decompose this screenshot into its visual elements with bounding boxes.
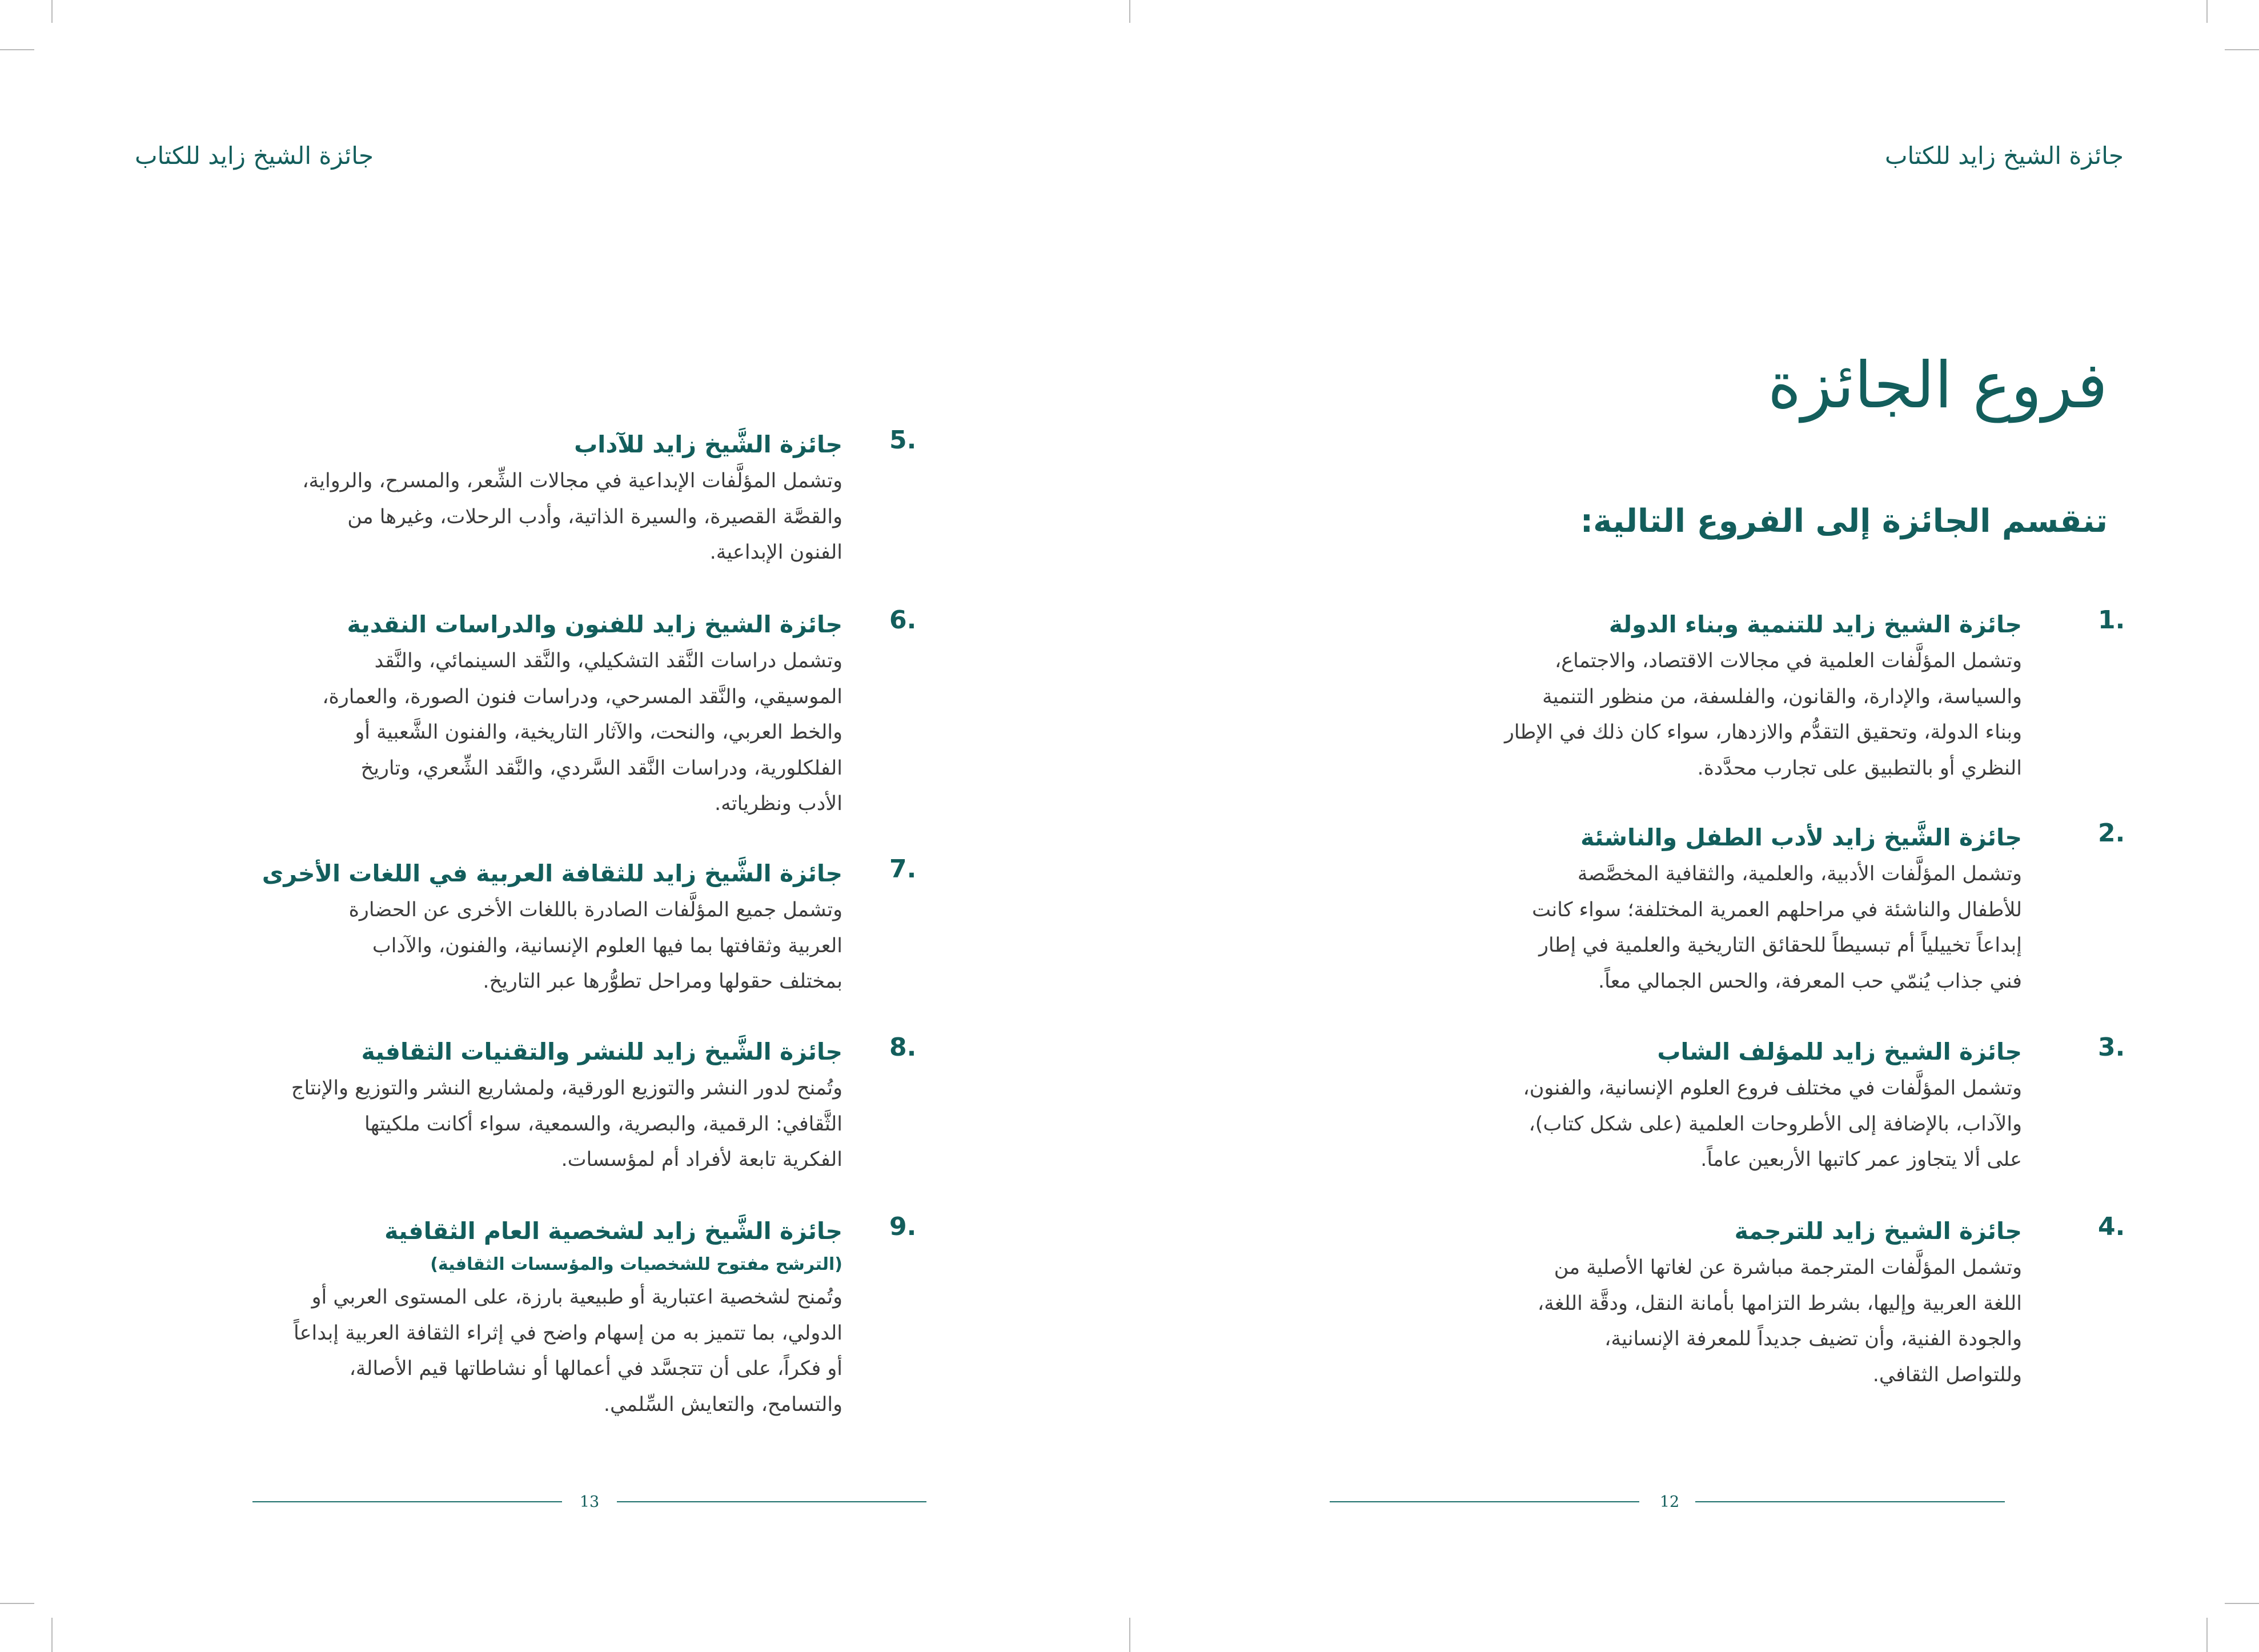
page-number: 13 — [579, 1493, 600, 1511]
item-text-line: الدولي، بما تتميز به من إسهام واضح في إثراء الثقافة العربية إبداعاً — [293, 1321, 842, 1345]
item-text-line: والآداب، بالإضافة إلى الأطروحات العلمية (على شكل كتاب)، — [1528, 1112, 2022, 1136]
item-text-line: والخط العربي، والنحت، والآثار التاريخية، والفنون الشَّعبية أو — [355, 721, 842, 744]
crop-mark — [2225, 49, 2259, 50]
item-text-line: وتُمنح لشخصية اعتبارية أو طبيعية بارزة، على المستوى العربي أو — [311, 1286, 842, 1309]
crop-mark — [1129, 1618, 1130, 1652]
item-text-line: الفلكلورية، ودراسات النَّقد السَّردي، والنَّقد الشِّعري، وتاريخ — [360, 756, 842, 780]
branch-item-2 — [1532, 819, 2125, 999]
crop-mark — [2206, 0, 2208, 23]
branch-item-7 — [262, 855, 917, 1000]
branch-item-9 — [293, 1212, 917, 1422]
crop-mark — [1129, 0, 1130, 23]
item-text-line: إبداعاً تخييلياً أم تبسيطاً للحقائق التاريخية والعلمية في إطار — [1539, 934, 2022, 957]
crop-mark — [0, 1603, 34, 1604]
item-text-line: وتشمل المؤلَّفات الإبداعية في مجالات الشِّعر، والمسرح، والرواية، — [302, 470, 842, 492]
item-text-line: اللغة العربية وإليها، بشرط التزامها بأمانة النقل، ودقَّة اللغة، — [1537, 1292, 2022, 1315]
item-number: 5. — [889, 426, 917, 455]
branch-item-5 — [302, 426, 917, 571]
item-heading: جائزة الشيخ زايد للتنمية وبناء الدولة — [1608, 611, 2022, 638]
crop-mark — [0, 49, 34, 50]
footer-rule — [617, 1501, 926, 1502]
branch-item-3 — [1523, 1033, 2125, 1178]
crop-mark — [51, 0, 53, 23]
item-heading: جائزة الشيخ زايد للفنون والدراسات النقدية — [347, 611, 842, 638]
item-number: 4. — [2098, 1212, 2125, 1241]
item-text-line: الثَّقافي: الرقمية، والبصرية، والسمعية، سواء أكانت ملكيتها — [364, 1112, 842, 1136]
footer-rule — [252, 1501, 562, 1502]
running-head-left: جائزة الشيخ زايد للكتاب — [135, 142, 374, 170]
item-heading: جائزة الشيخ زايد للترجمة — [1734, 1217, 2022, 1245]
item-text-line: وتشمل دراسات النَّقد التشكيلي، والنَّقد السينمائي، والنَّقد — [374, 649, 842, 672]
item-heading: جائزة الشَّيخ زايد لشخصية العام الثقافية — [384, 1217, 842, 1245]
item-text-line: الأدب ونظرياته. — [714, 792, 842, 815]
item-text-line: وتشمل جميع المؤلَّفات الصادرة باللغات الأخرى عن الحضارة — [348, 899, 842, 921]
running-head-right: جائزة الشيخ زايد للكتاب — [1885, 142, 2124, 170]
item-text-line: للأطفال والناشئة في مراحلهم العمرية المختلفة؛ سواء كانت — [1532, 898, 2022, 921]
crop-mark — [2206, 1618, 2208, 1652]
page-subtitle: تنقسم الجائزة إلى الفروع التالية: — [1580, 503, 2108, 540]
item-heading: جائزة الشيخ زايد للمؤلف الشاب — [1657, 1038, 2022, 1065]
footer-rule — [1330, 1501, 1639, 1502]
branch-item-4 — [1537, 1212, 2125, 1393]
item-number: 3. — [2098, 1033, 2125, 1062]
item-text-line: وبناء الدولة، وتحقيق التقدُّم والازدهار، سواء كان ذلك في الإطار — [1504, 721, 2022, 744]
item-text-line: والسياسة، والإدارة، والقانون، والفلسفة، من منظور التنمية — [1542, 685, 2022, 708]
item-text-line: وتشمل المؤلَّفات الأدبية، والعلمية، والثقافية المخصَّصة — [1577, 863, 2022, 885]
item-text-line: والجودة الفنية، وأن تضيف جديداً للمعرفة الإنسانية، — [1604, 1328, 2022, 1350]
item-text-line: والتسامح، والتعايش السِّلمي. — [603, 1393, 842, 1416]
item-heading: جائزة الشَّيخ زايد للنشر والتقنيات الثقافية — [361, 1038, 842, 1065]
item-text-line: والقصَّة القصيرة، والسيرة الذاتية، وأدب الرحلات، وغيرها من — [347, 505, 842, 528]
item-text-line: وتشمل المؤلَّفات المترجمة مباشرة عن لغاتها الأصلية من — [1554, 1256, 2022, 1279]
item-number: 6. — [889, 606, 917, 635]
item-number: 7. — [889, 855, 917, 884]
item-heading: جائزة الشَّيخ زايد للثقافة العربية في اللغات الأخرى — [262, 860, 842, 887]
item-heading: جائزة الشَّيخ زايد لأدب الطفل والناشئة — [1580, 824, 2022, 851]
item-text-line: النظري أو بالتطبيق على تجارب محدَّدة. — [1697, 756, 2022, 780]
item-text-line: الموسيقي، والنَّقد المسرحي، ودراسات فنون الصورة، والعمارة، — [322, 685, 842, 708]
item-text-line: بمختلف حقولها ومراحل تطوُّرها عبر التاريخ. — [483, 970, 842, 993]
page-number: 12 — [1659, 1493, 1680, 1511]
item-text-line: وللتواصل الثقافي. — [1872, 1363, 2022, 1386]
crop-mark — [51, 1618, 53, 1652]
item-text-line: وتشمل المؤلَّفات في مختلف فروع العلوم الإنسانية، والفنون، — [1523, 1077, 2022, 1100]
item-text-line: الفنون الإبداعية. — [709, 541, 842, 564]
crop-mark — [2225, 1603, 2259, 1604]
item-text-line: الفكرية تابعة لأفراد أم لمؤسسات. — [561, 1148, 842, 1171]
item-number: 8. — [889, 1033, 917, 1062]
item-number: 9. — [889, 1212, 917, 1241]
page-title: فروع الجائزة — [1767, 348, 2108, 423]
item-note: (الترشح مفتوح للشخصيات والمؤسسات الثقافية) — [430, 1254, 842, 1274]
item-number: 1. — [2098, 606, 2125, 635]
branch-item-1 — [1504, 606, 2125, 786]
footer-rule — [1695, 1501, 2005, 1502]
item-text-line: على ألا يتجاوز عمر كاتبها الأربعين عاماً. — [1700, 1148, 2022, 1171]
branch-item-8 — [291, 1033, 917, 1178]
item-text-line: العربية وثقافتها بما فيها العلوم الإنسانية، والفنون، والآداب — [372, 934, 842, 957]
item-text-line: أو فكراً، على أن تتجسَّد في أعمالها أو نشاطاتها قيم الأصالة، — [349, 1357, 842, 1380]
branch-item-6 — [322, 606, 917, 822]
item-number: 2. — [2098, 819, 2125, 848]
item-heading: جائزة الشَّيخ زايد للآداب — [574, 431, 842, 458]
item-text-line: فني جذاب يُنمّي حب المعرفة، والحس الجمالي معاً. — [1598, 969, 2022, 993]
item-text-line: وتشمل المؤلَّفات العلمية في مجالات الاقتصاد، والاجتماع، — [1554, 649, 2022, 672]
item-text-line: وتُمنح لدور النشر والتوزيع الورقية، ولمشاريع النشر والتوزيع والإنتاج — [291, 1077, 842, 1100]
